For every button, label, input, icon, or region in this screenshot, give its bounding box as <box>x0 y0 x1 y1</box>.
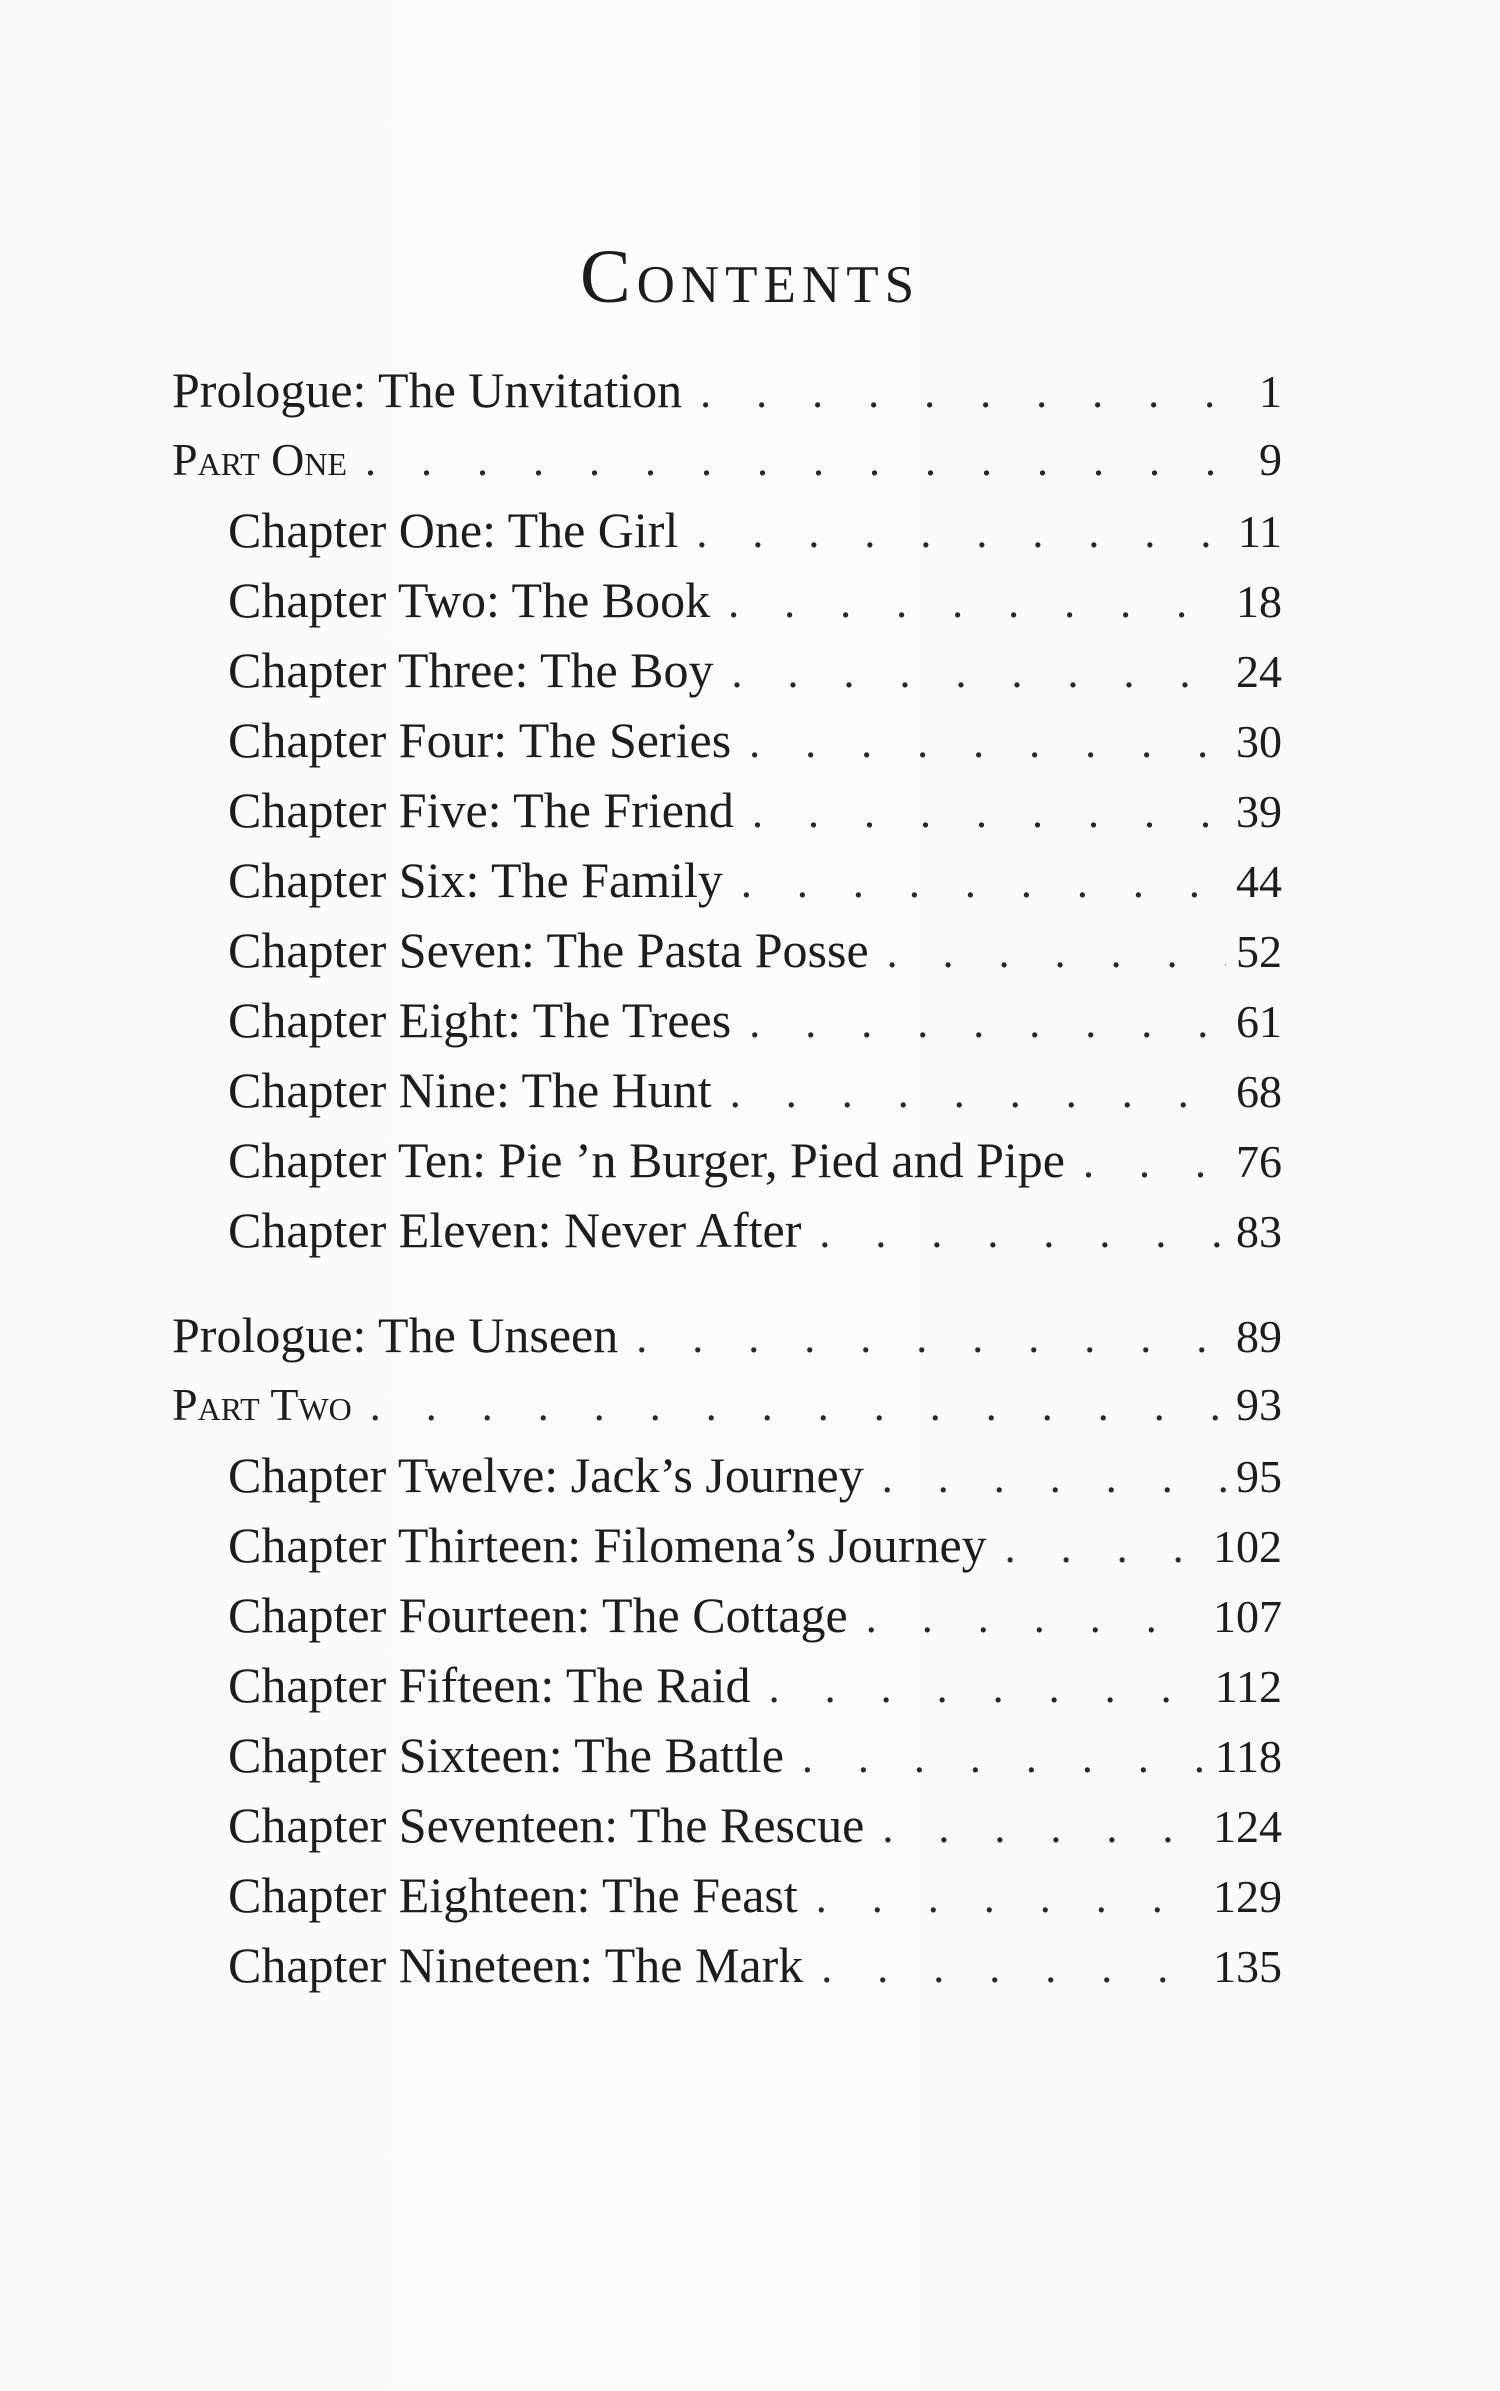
toc-entry-chapter-eighteen <box>228 1865 1282 1925</box>
toc-entry-chapter-eleven <box>228 1200 1282 1260</box>
dot-leader <box>821 1938 1203 1998</box>
toc-page-number: 112 <box>1214 1661 1282 1712</box>
toc-page-number: 39 <box>1236 786 1282 837</box>
toc-entry-label: Prologue: The Unseen <box>172 1307 619 1363</box>
toc-page-number: 89 <box>1236 1311 1282 1362</box>
toc-entry-prologue-unvitation <box>172 360 1282 420</box>
toc-entry-label: Chapter One: The Girl <box>228 502 679 558</box>
dot-leader <box>816 1868 1203 1928</box>
dot-leader <box>728 573 1226 633</box>
toc-page-number: 18 <box>1236 576 1282 627</box>
toc-page-number: 68 <box>1236 1066 1282 1117</box>
toc-page-number: 11 <box>1237 506 1282 557</box>
toc-entry-chapter-three <box>228 640 1282 700</box>
toc-entry-label: Chapter Nine: The Hunt <box>228 1062 712 1118</box>
toc-entry-chapter-nineteen <box>228 1935 1282 1995</box>
toc-entry-label: Chapter Ten: Pie ’n Burger, Pied and Pipe <box>228 1132 1065 1188</box>
dot-leader <box>882 1798 1203 1858</box>
toc-page-number: 124 <box>1213 1801 1282 1852</box>
toc-entry-chapter-ten <box>228 1130 1282 1190</box>
toc-entry-chapter-six <box>228 850 1282 910</box>
dot-leader <box>749 993 1226 1053</box>
toc-page-number: 1 <box>1259 366 1282 417</box>
toc-entry-label: Chapter Nineteen: The Mark <box>228 1937 804 1993</box>
dot-leader <box>819 1203 1226 1263</box>
toc-entry-label: Chapter Eleven: Never After <box>228 1202 802 1258</box>
dot-leader <box>636 1308 1226 1368</box>
toc-page-number: 135 <box>1213 1941 1282 1992</box>
toc-entry-chapter-seven <box>228 920 1282 980</box>
toc-entry-chapter-five <box>228 780 1282 840</box>
toc-entry-chapter-twelve <box>228 1445 1282 1505</box>
toc-entry-label: Part One <box>172 434 348 485</box>
toc-page-number: 9 <box>1259 434 1282 485</box>
toc-entry-part-one <box>172 430 1282 490</box>
toc-entry-label: Chapter Seven: The Pasta Posse <box>228 922 869 978</box>
toc-page-number: 102 <box>1213 1521 1282 1572</box>
toc-page-number: 95 <box>1236 1451 1282 1502</box>
toc-entry-chapter-two <box>228 570 1282 630</box>
toc-entry-chapter-fourteen <box>228 1585 1282 1645</box>
toc-entry-label: Chapter Eight: The Trees <box>228 992 732 1048</box>
toc-entry-label: Prologue: The Unvitation <box>172 362 683 418</box>
toc-page-number: 52 <box>1236 926 1282 977</box>
toc-entry-part-two <box>172 1375 1282 1435</box>
dot-leader <box>752 783 1226 843</box>
toc-entry-prologue-unseen <box>172 1305 1282 1365</box>
dot-leader <box>1083 1133 1226 1193</box>
toc-entry-chapter-thirteen <box>228 1515 1282 1575</box>
dot-leader <box>700 363 1232 423</box>
toc-page-number: 93 <box>1236 1379 1282 1430</box>
dot-leader <box>769 1658 1205 1718</box>
toc-entry-label: Chapter Three: The Boy <box>228 642 714 698</box>
toc-entry-label: Chapter Six: The Family <box>228 852 723 908</box>
page-title: Contents <box>579 234 921 319</box>
dot-leader <box>732 643 1226 703</box>
toc-entry-chapter-seventeen <box>228 1795 1282 1855</box>
toc-entry-label: Chapter Fourteen: The Cottage <box>228 1587 848 1643</box>
toc-entry-label: Chapter Five: The Friend <box>228 782 734 838</box>
toc-entry-chapter-sixteen <box>228 1725 1282 1785</box>
toc-entry-label: Part Two <box>172 1379 352 1430</box>
toc-page-number: 107 <box>1213 1591 1282 1642</box>
toc-entry-label: Chapter Two: The Book <box>228 572 711 628</box>
dot-leader <box>365 431 1232 491</box>
dot-leader <box>1005 1518 1203 1578</box>
dot-leader <box>749 713 1226 773</box>
toc-entry-label: Chapter Twelve: Jack’s Journey <box>228 1447 864 1503</box>
dot-leader <box>887 923 1226 983</box>
toc-entry-label: Chapter Four: The Series <box>228 712 732 768</box>
toc-entry-chapter-eight <box>228 990 1282 1050</box>
toc-entry-chapter-one <box>228 500 1282 560</box>
toc-page-number: 118 <box>1214 1731 1282 1782</box>
dot-leader <box>866 1588 1203 1648</box>
dot-leader <box>741 853 1226 913</box>
toc-page-number: 76 <box>1236 1136 1282 1187</box>
toc-entry-label: Chapter Thirteen: Filomena’s Journey <box>228 1517 987 1573</box>
toc-entry-chapter-nine <box>228 1060 1282 1120</box>
dot-leader <box>882 1448 1226 1508</box>
dot-leader <box>370 1376 1226 1436</box>
toc-entry-label: Chapter Fifteen: The Raid <box>228 1657 751 1713</box>
toc-entry-label: Chapter Seventeen: The Rescue <box>228 1797 865 1853</box>
toc-entry-chapter-four <box>228 710 1282 770</box>
toc-page-number: 83 <box>1236 1206 1282 1257</box>
toc-page-number: 61 <box>1236 996 1282 1047</box>
toc-entry-label: Chapter Sixteen: The Battle <box>228 1727 784 1783</box>
toc-page-number: 44 <box>1236 856 1282 907</box>
dot-leader <box>730 1063 1226 1123</box>
dot-leader <box>802 1728 1205 1788</box>
toc-page-number: 129 <box>1213 1871 1282 1922</box>
dot-leader <box>696 503 1227 563</box>
toc-entry-label: Chapter Eighteen: The Feast <box>228 1867 798 1923</box>
toc-page-number: 30 <box>1236 716 1282 767</box>
toc-page-number: 24 <box>1236 646 1282 697</box>
toc-entry-chapter-fifteen <box>228 1655 1282 1715</box>
